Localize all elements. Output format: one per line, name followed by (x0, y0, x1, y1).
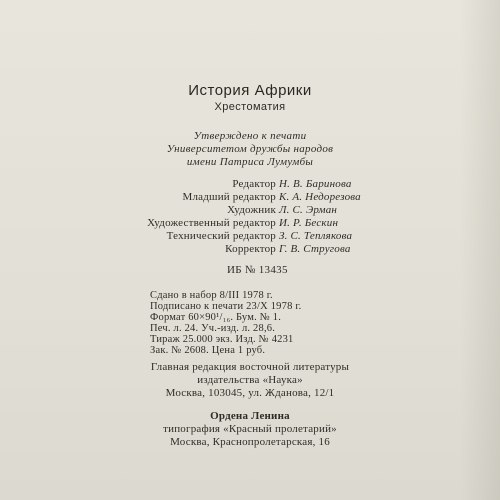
credit-role: Корректор (225, 243, 276, 255)
credit-role: Редактор (232, 178, 276, 190)
book-subtitle: Хрестоматия (214, 101, 286, 113)
credit-role: Художественный редактор (147, 217, 276, 229)
credit-role: Технический редактор (166, 230, 276, 242)
credit-tech-editor (106, 230, 352, 243)
credit-name: И. Р. Бескин (278, 217, 339, 229)
print-info-line: Печ. л. 24. Уч.-изд. л. 28,6. (150, 323, 276, 334)
credit-artist (106, 204, 337, 217)
credit-junior-editor (106, 191, 361, 204)
print-info-line: Тираж 25.000 экз. Изд. № 4231 (150, 334, 294, 345)
credit-name: З. С. Теплякова (278, 230, 353, 242)
credit-art-editor (106, 217, 338, 230)
credit-proofreader (106, 243, 351, 256)
printer-address: Москва, Краснопролетарская, 16 (170, 436, 330, 448)
approval-line-1: Утверждено к печати (193, 130, 307, 142)
book-title: История Африки (188, 82, 312, 99)
print-info-line: Подписано к печати 23/X 1978 г. (150, 301, 302, 312)
approval-line-2: Университетом дружбы народов (166, 143, 334, 155)
publisher-line: издательства «Наука» (197, 374, 303, 386)
credit-name: К. А. Недорезова (278, 191, 361, 203)
ib-number: ИБ № 13435 (227, 264, 288, 276)
credit-role: Художник (227, 204, 276, 216)
print-info-line: Формат 60×90¹/₁₆. Бум. № 1. (150, 312, 282, 323)
publisher-address: Москва, 103045, ул. Жданова, 12/1 (165, 387, 335, 399)
credit-name: Н. В. Баринова (278, 178, 352, 190)
credit-name: Л. С. Эрман (278, 204, 338, 216)
printer-name: типография «Красный пролетарий» (163, 423, 337, 435)
printer-order: Ордена Ленина (210, 410, 290, 422)
print-info-line: Зак. № 2608. Цена 1 руб. (150, 345, 266, 356)
credit-name: Г. В. Стругова (278, 243, 351, 255)
publisher-line: Главная редакция восточной литературы (150, 361, 350, 373)
approval-line-3: имени Патриса Лумумбы (186, 156, 314, 168)
credit-role: Младший редактор (182, 191, 276, 203)
print-info-line: Сдано в набор 8/III 1978 г. (150, 290, 273, 301)
credit-editor (106, 178, 352, 191)
